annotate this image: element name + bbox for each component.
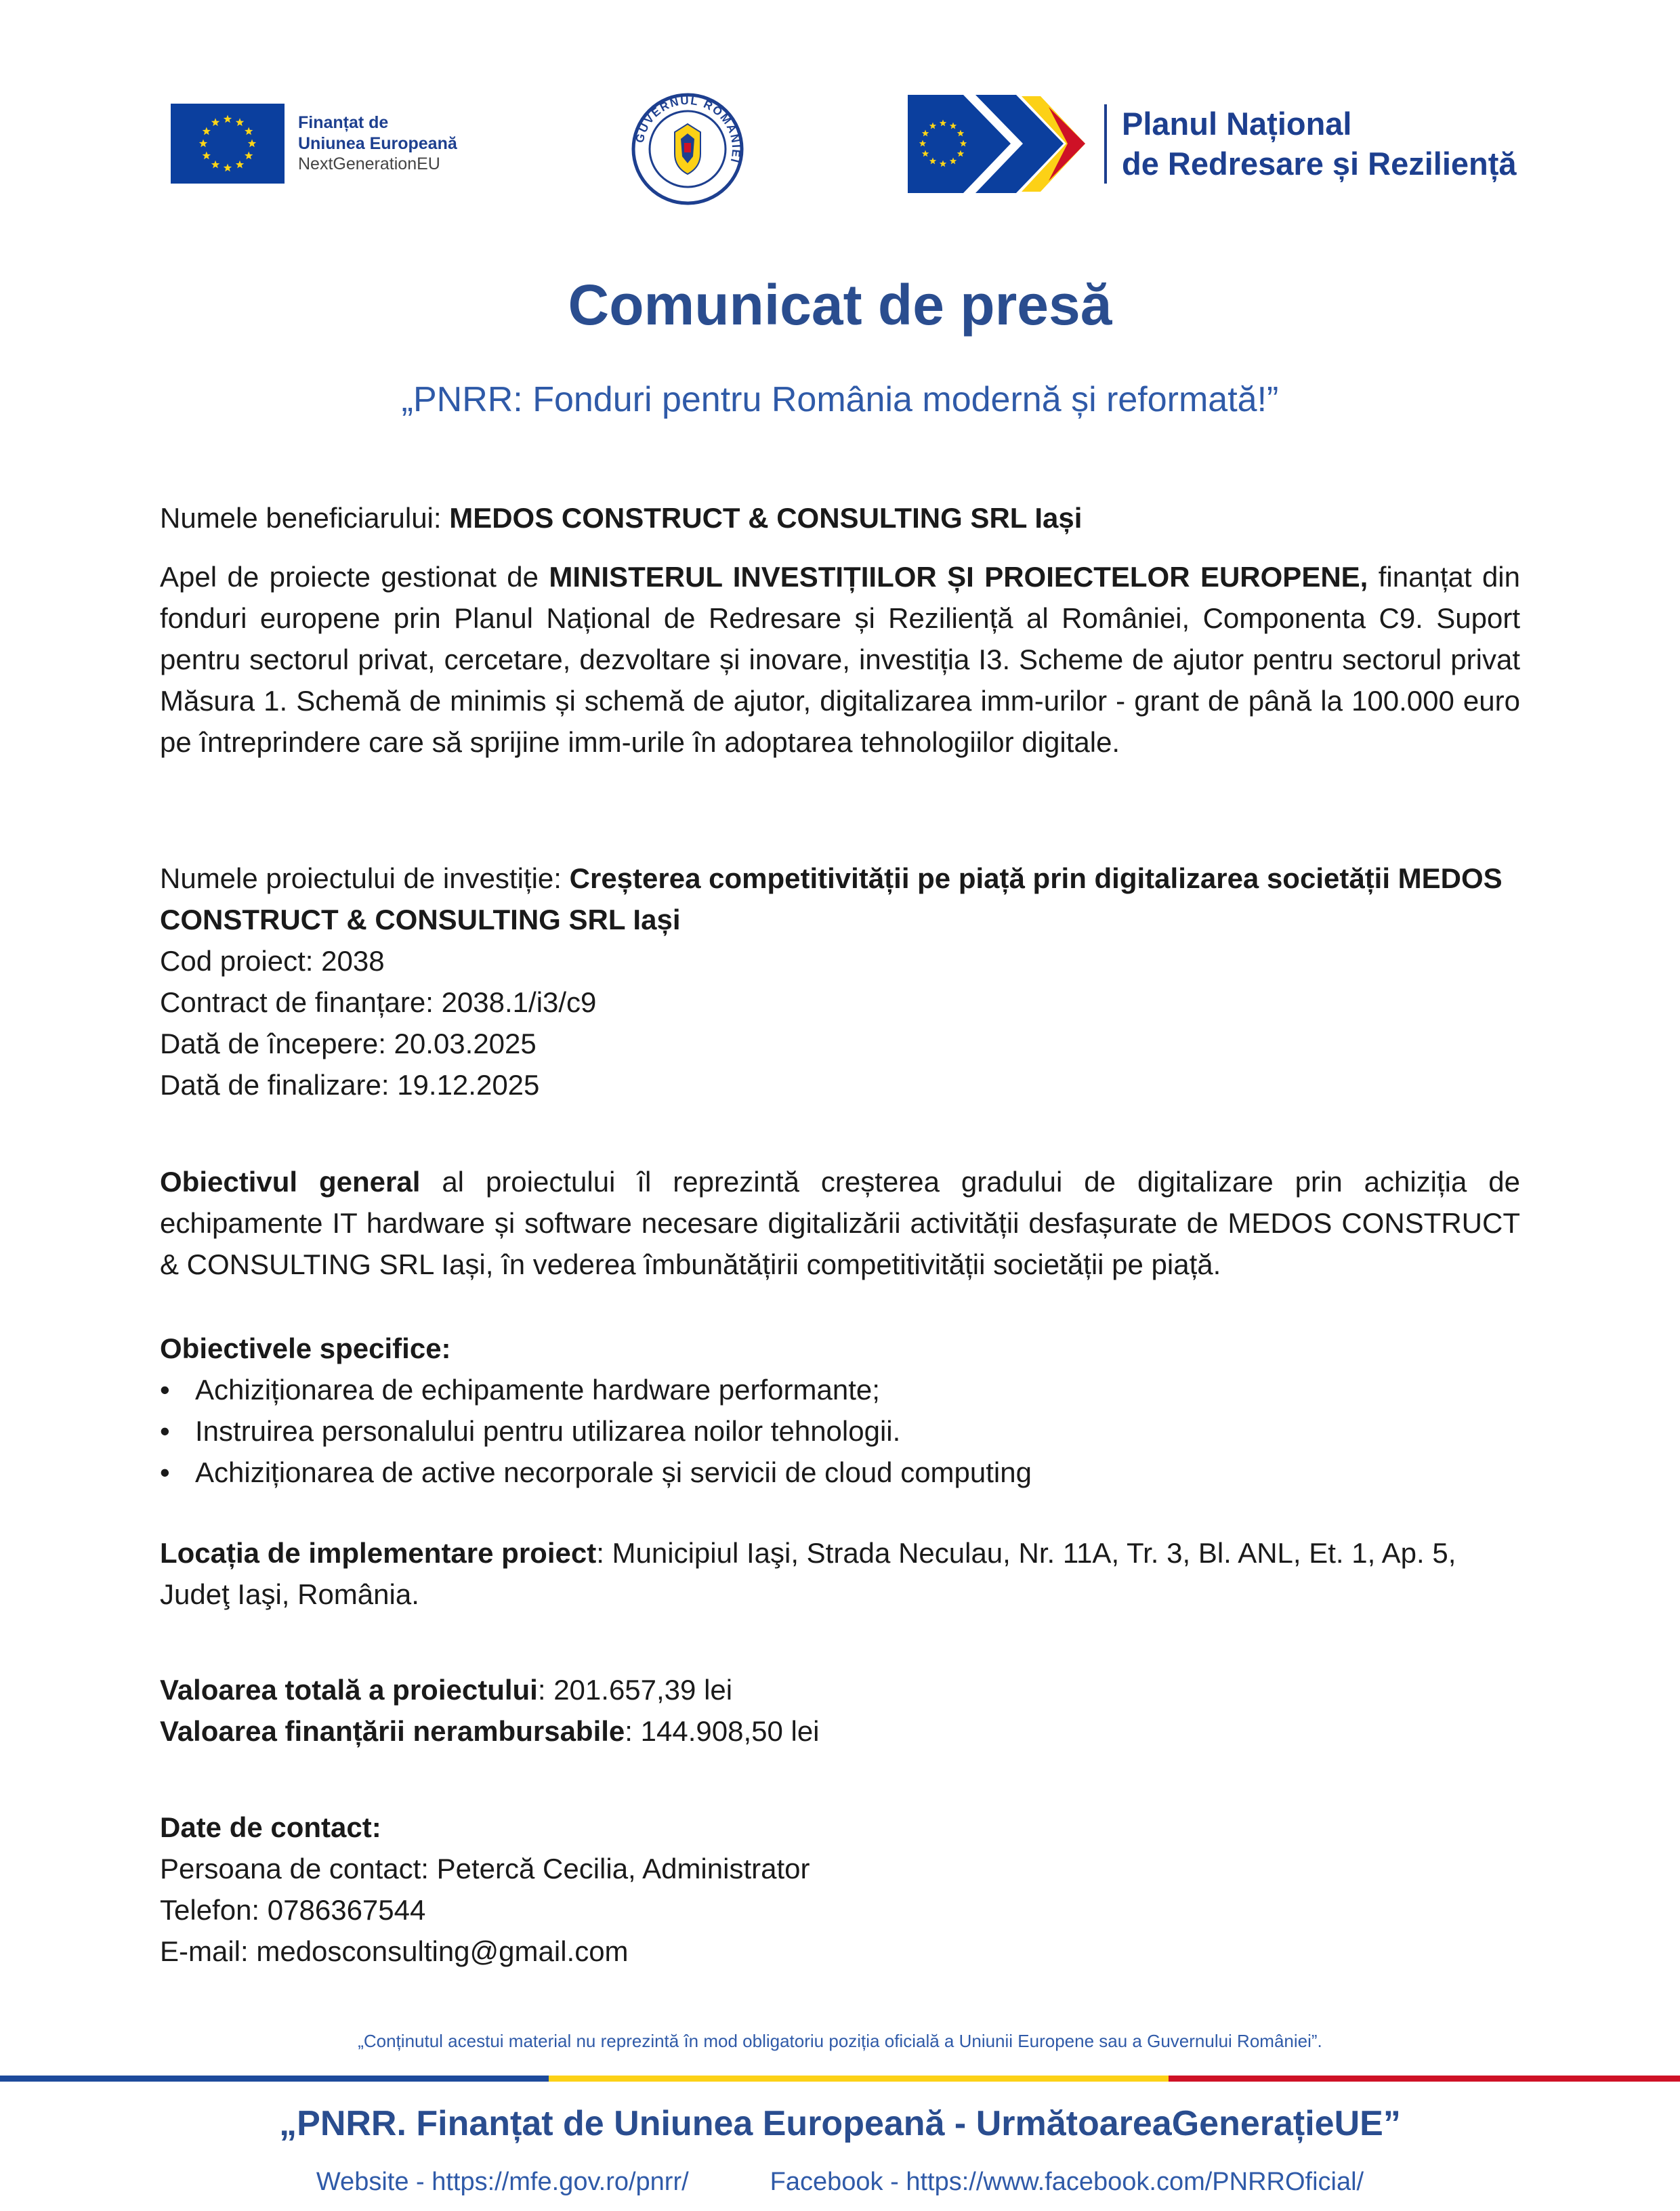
project-contract: Contract de finanțare: 2038.1/i3/c9 xyxy=(160,986,597,1018)
project-code: Cod proiect: 2038 xyxy=(160,945,385,977)
project-end-date: Dată de finalizare: 19.12.2025 xyxy=(160,1069,540,1101)
total-value-line xyxy=(160,1669,1520,1710)
project-details xyxy=(160,858,1520,1106)
romanian-government-seal xyxy=(630,91,745,207)
contact-phone: Telefon: 0786367544 xyxy=(160,1894,426,1926)
disclaimer: „Conținutul acestui material nu reprezintă în mod obligatoriu poziția oficială a Uniunii Europene sau a Guvernului României”. xyxy=(358,2031,1322,2051)
total-value-label: Valoarea totală a proiectului xyxy=(160,1674,538,1706)
eu-flag-icon xyxy=(171,104,285,184)
location-label: Locația de implementare proiect xyxy=(160,1537,597,1569)
grant-value: : 144.908,50 lei xyxy=(625,1715,820,1747)
list-item: • Achiziționarea de active necorporale și servicii de cloud computing xyxy=(160,1452,1520,1493)
footer-stripe-blue xyxy=(0,2076,549,2082)
facebook-link[interactable]: Facebook - https://www.facebook.com/PNRROficial/ xyxy=(770,2168,1364,2196)
general-objective-paragraph xyxy=(160,1161,1520,1285)
grant-value-label: Valoarea finanțării nerambursabile xyxy=(160,1715,625,1747)
call-description: finanțat din fonduri europene prin Planul Național de Redresare și Reziliență al României, Componenta C9. Suport pentru sectorul privat, cercetare, dezvoltare și inovare, investiția I3. Scheme de ajutor pentru sectorul privat Măsura 1. Schemă de minimis și schemă de ajutor, digitalizarea imm-urilor - grant de până la 100.000 euro pe întreprindere care să sprijine imm-urile în adoptarea tehnologiilor digitale. xyxy=(160,561,1520,758)
location-paragraph xyxy=(160,1532,1520,1615)
specific-objectives-list xyxy=(160,1369,1520,1493)
location-text: : Municipiul Iaşi, Strada Neculau, Nr. 11A, Tr. 3, Bl. ANL, Et. 1, Ap. 5, Judeţ Iaşi, România. xyxy=(160,1537,1456,1610)
call-ministry: MINISTERUL INVESTIȚIILOR ȘI PROIECTELOR EUROPENE, xyxy=(549,561,1368,593)
footer-stripe-red xyxy=(1169,2076,1680,2082)
seal-text: GUVERNUL ROMÂNIEI xyxy=(633,93,743,165)
specific-objectives xyxy=(160,1328,1520,1493)
contact-email: E-mail: medosconsulting@gmail.com xyxy=(160,1935,629,1967)
beneficiary-value: MEDOS CONSTRUCT & CONSULTING SRL Iași xyxy=(449,502,1083,534)
pnrr-logo xyxy=(908,95,1517,193)
page-title: Comunicat de presă xyxy=(568,273,1112,337)
project-name xyxy=(160,858,1520,940)
eu-logo-line-3: NextGenerationEU xyxy=(298,154,440,174)
footer-stripe-yellow xyxy=(549,2076,1169,2082)
contact-person: Persoana de contact: Petercă Cecilia, Administrator xyxy=(160,1853,810,1884)
general-objective-text: al proiectului îl reprezintă creșterea gradului de digitalizare prin achiziția de echipamente IT hardware și software necesare digitalizării activității desfașurate de MEDOS CONSTRUCT & CONSULTING SRL Iași, în vederea îmbunătățirii competitivității societății pe piață. xyxy=(160,1166,1521,1280)
website-link[interactable]: Website - https://mfe.gov.ro/pnrr/ xyxy=(316,2168,689,2196)
project-name-value: Creșterea competitivității pe piață prin digitalizarea societății MEDOS CONSTRUCT & CONSULTING SRL Iași xyxy=(160,862,1503,935)
government-seal-icon xyxy=(630,91,745,207)
footer-slogan: „PNRR. Finanțat de Uniunea Europeană - UrmătoareaGenerațieUE” xyxy=(279,2104,1401,2143)
call-prefix: Apel de proiecte gestionat de xyxy=(160,561,549,593)
list-item: • Achiziționarea de echipamente hardware performante; xyxy=(160,1369,1520,1410)
eu-funding-logo xyxy=(171,103,469,184)
eu-logo-line-2: Uniunea Europeană xyxy=(298,133,457,153)
grant-value-line xyxy=(160,1710,1520,1752)
project-start-date: Dată de începere: 20.03.2025 xyxy=(160,1028,537,1059)
project-name-label: Numele proiectului de investiție: xyxy=(160,862,570,894)
total-value: : 201.657,39 lei xyxy=(537,1674,733,1706)
contact-section xyxy=(160,1807,1520,1972)
eu-logo-line-1: Finanțat de xyxy=(298,113,389,133)
contact-heading: Date de contact: xyxy=(160,1811,381,1843)
specific-objectives-heading: Obiectivele specifice: xyxy=(160,1332,451,1364)
list-item: • Instruirea personalului pentru utilizarea noilor tehnologii. xyxy=(160,1410,1520,1452)
page-subtitle: „PNRR: Fonduri pentru România modernă și reformată!” xyxy=(401,380,1279,419)
beneficiary-line xyxy=(160,497,1520,539)
general-objective-label: Obiectivul general xyxy=(160,1166,421,1198)
project-values xyxy=(160,1669,1520,1752)
beneficiary-label: Numele beneficiarului: xyxy=(160,502,450,534)
pnrr-chevron-icon xyxy=(908,95,1087,193)
call-paragraph xyxy=(160,556,1520,763)
footer-links xyxy=(0,2168,1680,2197)
pnrr-logo-line-2: de Redresare și Reziliență xyxy=(1122,145,1517,182)
pnrr-logo-line-1: Planul Național xyxy=(1122,105,1352,142)
